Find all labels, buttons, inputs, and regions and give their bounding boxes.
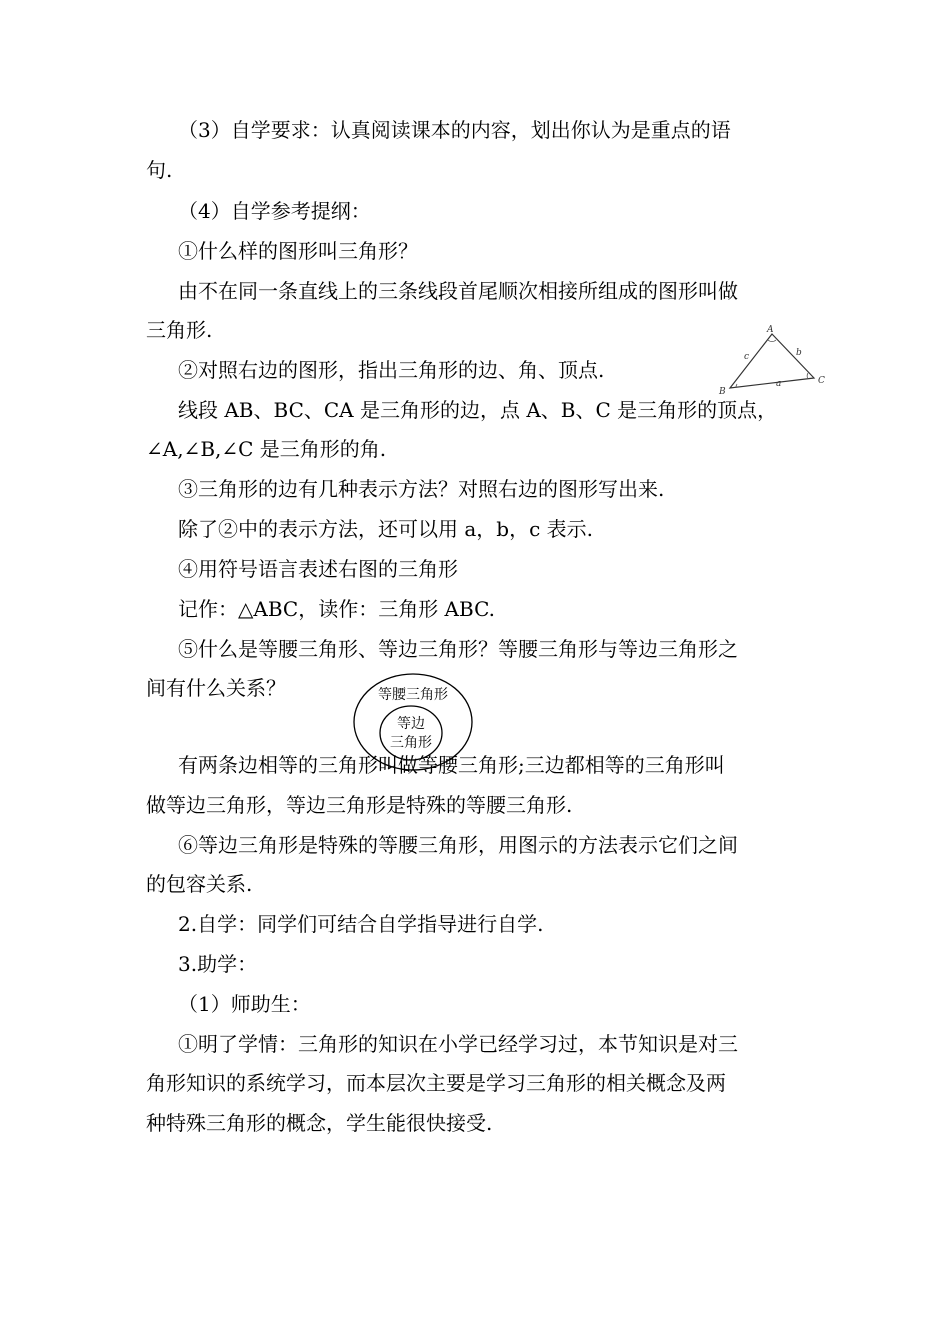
triangle-outline xyxy=(730,334,814,388)
text-line: ①什么样的图形叫三角形？ xyxy=(178,239,418,263)
text-line: ④用符号语言表述右图的三角形 xyxy=(178,557,458,581)
text-line: 间有什么关系？ xyxy=(146,676,286,700)
vertex-b-label: B xyxy=(719,387,726,396)
text-line: 除了②中的表示方法，还可以用 a，b，c 表示. xyxy=(178,517,593,541)
text-line: ③三角形的边有几种表示方法？对照右边的图形写出来. xyxy=(178,477,665,501)
text-line: （4）自学参考提纲： xyxy=(178,199,371,223)
text-line: 三角形. xyxy=(146,318,213,342)
venn-outer-label: 等腰三角形 xyxy=(378,687,448,703)
text-line: 记作：△ABC，读作：三角形 ABC. xyxy=(178,597,496,621)
angle-c-mark xyxy=(807,373,808,379)
angle-a-mark xyxy=(768,340,776,342)
text-line: （3）自学要求：认真阅读课本的内容，划出你认为是重点的语 xyxy=(178,118,731,142)
text-line: 有两条边相等的三角形叫做等腰三角形;三边都相等的三角形叫 xyxy=(178,753,725,777)
side-b-label: b xyxy=(796,348,802,358)
text-line: 角形知识的系统学习，而本层次主要是学习三角形的相关概念及两 xyxy=(146,1071,726,1095)
text-line: ∠A,∠B,∠C 是三角形的角. xyxy=(146,437,387,461)
text-line: ⑤什么是等腰三角形、等边三角形？等腰三角形与等边三角形之 xyxy=(178,637,738,661)
side-c-label: c xyxy=(744,352,750,362)
text-line: 句. xyxy=(146,158,173,182)
side-a-label: a xyxy=(776,379,782,389)
text-line: 做等边三角形，等边三角形是特殊的等腰三角形. xyxy=(146,793,573,817)
venn-inner-circle xyxy=(380,706,442,760)
text-line: ①明了学情：三角形的知识在小学已经学习过，本节知识是对三 xyxy=(178,1032,738,1056)
text-line: 种特殊三角形的概念，学生能很快接受. xyxy=(146,1111,493,1135)
venn-diagram xyxy=(352,672,474,772)
text-line: 线段 AB、BC、CA 是三角形的边，点 A、B、C 是三角形的顶点， xyxy=(178,398,778,422)
text-line: ②对照右边的图形，指出三角形的边、角、顶点. xyxy=(178,358,605,382)
triangle-abc-diagram xyxy=(716,322,828,396)
vertex-a-label: A xyxy=(767,325,774,335)
text-line: 的包容关系. xyxy=(146,872,253,896)
text-line: ⑥等边三角形是特殊的等腰三角形，用图示的方法表示它们之间 xyxy=(178,833,738,857)
venn-inner-label-2: 三角形 xyxy=(390,735,432,751)
text-line: 3.助学： xyxy=(178,952,258,976)
venn-inner-label-1: 等边 xyxy=(397,716,425,732)
text-line: 由不在同一条直线上的三条线段首尾顺次相接所组成的图形叫做 xyxy=(178,279,738,303)
text-line: 2.自学：同学们可结合自学指导进行自学. xyxy=(178,912,544,936)
vertex-c-label: C xyxy=(818,376,825,386)
text-line: （1）师助生： xyxy=(178,992,311,1016)
